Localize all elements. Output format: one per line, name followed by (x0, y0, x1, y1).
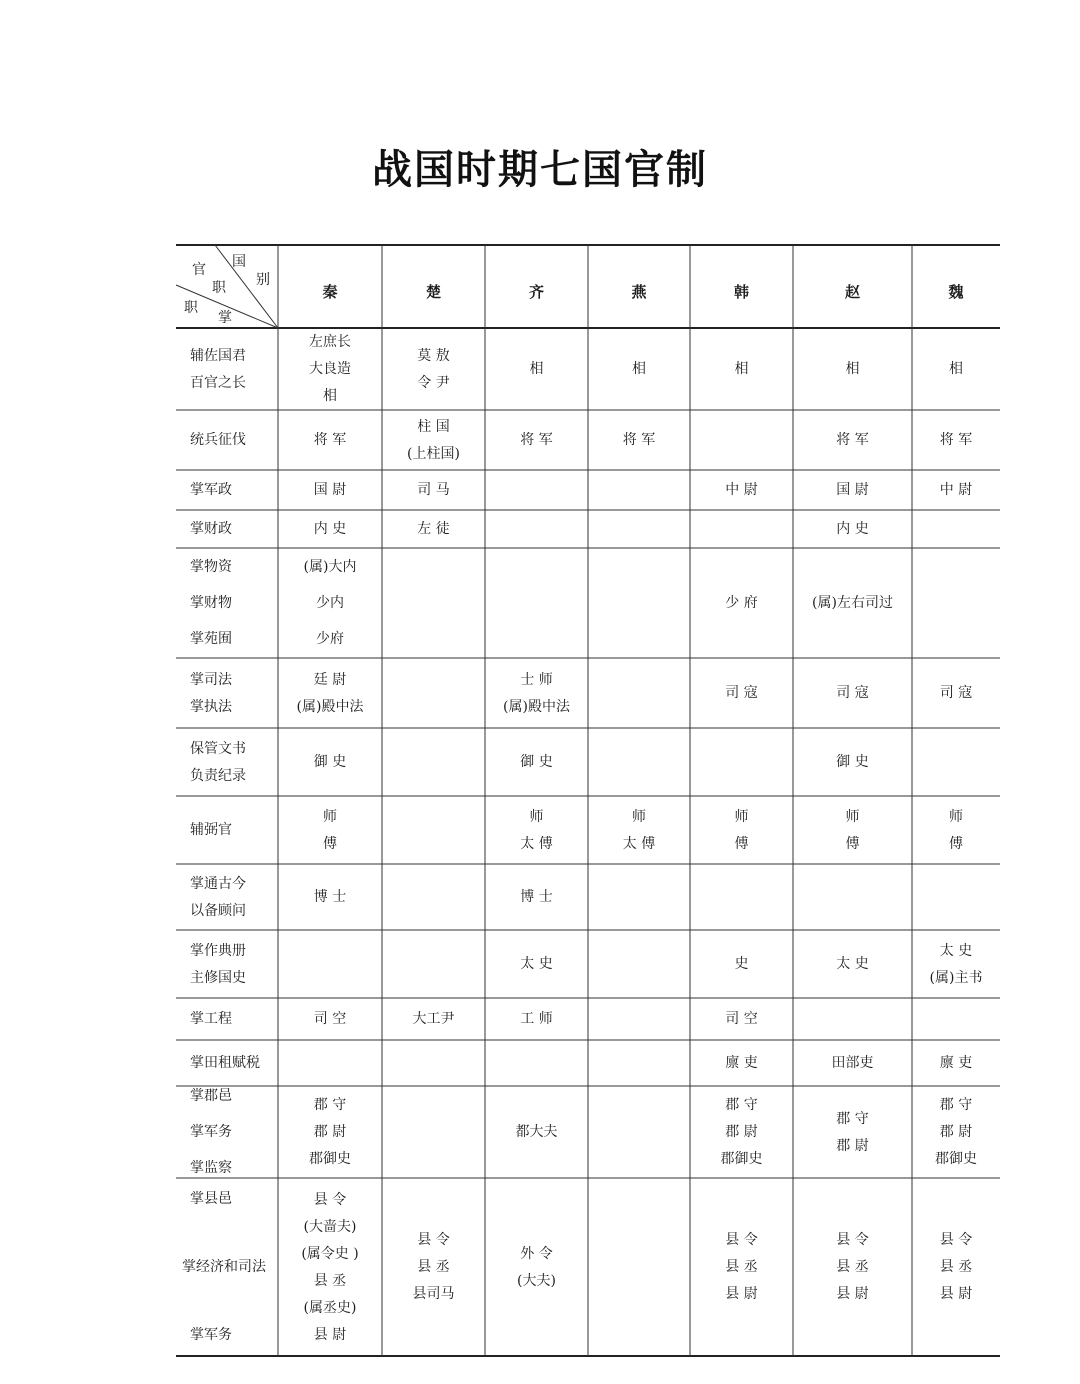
office-entry: 大工尹 (412, 1011, 455, 1027)
office-entry: 郡 尉 (939, 1124, 973, 1140)
state-header: 燕 (631, 283, 647, 301)
office-entry: 县 丞 (939, 1259, 973, 1275)
duty-label: 保管文书 (190, 740, 246, 757)
duty-label: 主修国史 (190, 969, 246, 986)
office-entry: 太 史 (520, 956, 553, 972)
office-entry: 傅 (845, 835, 860, 852)
office-entry: 外 令 (520, 1245, 553, 1262)
office-entry: 国 尉 (313, 482, 347, 498)
office-entry: 太 傅 (622, 835, 656, 852)
state-header: 秦 (322, 283, 338, 301)
office-entry: 县 丞 (313, 1272, 347, 1289)
office-entry: 县 尉 (939, 1286, 973, 1302)
office-entry: 相 (323, 388, 337, 404)
office-entry: (属令史 ) (301, 1245, 359, 1262)
state-header: 齐 (528, 283, 545, 301)
office-entry: 相 (734, 361, 749, 377)
office-entry: 县 尉 (313, 1326, 347, 1343)
office-entry: 傅 (949, 835, 963, 852)
office-entry: (属丞史) (303, 1299, 357, 1316)
office-entry: 莫 敖 (417, 347, 450, 364)
duty-label: 掌苑囿 (190, 631, 232, 647)
office-entry: 廪 吏 (725, 1055, 758, 1071)
office-entry: 县 丞 (417, 1259, 450, 1275)
office-entry: (属)主书 (929, 969, 983, 986)
office-entry: 司 空 (313, 1011, 347, 1027)
office-entry: 国 尉 (836, 482, 869, 498)
duty-label: 掌军政 (190, 482, 232, 498)
office-entry: 司 寇 (725, 685, 758, 701)
office-entry: 将 军 (836, 432, 869, 448)
office-entry: 内 史 (313, 521, 347, 537)
corner-label-distinction: 别 (256, 272, 270, 288)
state-header: 楚 (425, 283, 442, 301)
state-header: 魏 (948, 283, 964, 301)
office-entry: 县司马 (412, 1286, 455, 1302)
office-entry: 御 史 (520, 754, 553, 770)
office-entry: 田部吏 (831, 1055, 874, 1071)
duty-label: 掌物资 (190, 559, 232, 575)
office-entry: 工 师 (520, 1011, 553, 1027)
office-entry: 县 令 (313, 1191, 347, 1208)
office-entry: (属)殿中法 (503, 698, 570, 715)
duty-label: 负责纪录 (190, 767, 246, 784)
office-entry: 廪 吏 (939, 1055, 973, 1071)
office-entry: 中 尉 (939, 482, 973, 498)
office-entry: (大夫) (517, 1272, 556, 1289)
duty-label: 辅佐国君 (190, 347, 246, 364)
office-entry: (属)大内 (303, 559, 357, 575)
office-entry: 司 空 (725, 1011, 758, 1027)
office-entry: 将 军 (939, 432, 973, 448)
document-title: 战国时期七国官制 (372, 147, 708, 193)
office-entry: 郡 尉 (313, 1124, 347, 1140)
duty-label: 掌财政 (190, 521, 232, 537)
office-entry: 郡 守 (725, 1097, 758, 1113)
duty-label: 以备顾问 (190, 902, 246, 919)
office-entry: 郡 守 (939, 1097, 973, 1113)
office-entry: 太 傅 (520, 835, 553, 852)
office-entry: 相 (632, 361, 646, 377)
office-entry: 都大夫 (515, 1124, 558, 1140)
office-entry: 史 (734, 956, 749, 972)
state-header: 韩 (733, 283, 750, 301)
duty-label: 掌军务 (190, 1124, 232, 1140)
office-entry: 县 令 (417, 1232, 450, 1248)
office-entry: 将 军 (520, 432, 553, 448)
office-entry: 少 府 (725, 595, 758, 611)
duty-label: 百官之长 (190, 374, 246, 391)
corner-label-country: 国 (232, 254, 246, 270)
office-entry: 廷 尉 (313, 671, 347, 688)
office-entry: 郡 尉 (836, 1137, 869, 1154)
office-entry: 司 寇 (939, 685, 973, 701)
duty-label: 掌司法 (190, 671, 232, 688)
office-entry: 令 尹 (417, 374, 450, 391)
duty-label: 掌田租赋税 (190, 1055, 260, 1071)
office-entry: 县 令 (939, 1232, 973, 1248)
duty-label: 掌郡邑 (190, 1088, 232, 1104)
office-entry: 司 马 (417, 482, 450, 498)
office-entry: 柱 国 (417, 418, 450, 435)
office-entry: 相 (845, 361, 860, 377)
duty-label: 掌县邑 (190, 1191, 232, 1207)
office-entry: 师 (323, 808, 337, 825)
office-entry: 师 (845, 808, 860, 825)
duty-label: 掌执法 (190, 698, 232, 715)
duty-label: 掌财物 (190, 595, 232, 611)
office-entry: 县 令 (725, 1232, 758, 1248)
office-entry: 士 师 (520, 671, 553, 688)
office-entry: 相 (529, 361, 544, 377)
office-entry: 郡 守 (313, 1097, 347, 1113)
duty-label: 掌工程 (190, 1011, 232, 1027)
corner-label-official: 官 (192, 262, 206, 278)
office-entry: 博 士 (520, 889, 553, 905)
duty-label: 掌军务 (190, 1327, 232, 1343)
office-entry: (上柱国) (407, 445, 460, 462)
office-entry: 司 寇 (836, 685, 869, 701)
duty-label: 掌通古今 (190, 875, 246, 892)
office-entry: 将 军 (313, 432, 347, 448)
office-entry: 师 (949, 808, 963, 825)
office-entry: 左庶长 (309, 334, 351, 350)
corner-label-post: 职 (212, 280, 226, 296)
office-entry: 县 尉 (836, 1286, 869, 1302)
duty-label: 掌监察 (190, 1160, 232, 1176)
office-entry: 县 丞 (836, 1259, 869, 1275)
office-entry: 郡 尉 (725, 1124, 758, 1140)
office-entry: (属)殿中法 (296, 698, 364, 715)
office-entry: 太 史 (836, 956, 869, 972)
office-entry: 县 令 (836, 1232, 869, 1248)
duty-label: 辅弼官 (190, 822, 232, 838)
duty-label: 掌经济和司法 (182, 1259, 266, 1275)
office-entry: 将 军 (622, 432, 656, 448)
duty-label: 掌作典册 (190, 942, 246, 959)
office-entry: 师 (632, 808, 646, 825)
office-entry: 相 (949, 361, 963, 377)
office-entry: 中 尉 (725, 482, 758, 498)
office-entry: 郡御史 (935, 1151, 977, 1167)
office-entry: 少府 (316, 631, 344, 647)
office-entry: 左 徒 (417, 521, 450, 537)
office-entry: 少内 (316, 595, 344, 611)
office-entry: 傅 (734, 835, 749, 852)
office-entry: 大良造 (309, 361, 351, 377)
office-entry: 傅 (323, 835, 337, 852)
office-entry: 博 士 (313, 889, 347, 905)
office-entry: 内 史 (836, 521, 869, 537)
office-entry: 师 (529, 808, 544, 825)
office-entry: 郡御史 (720, 1151, 763, 1167)
office-entry: 郡御史 (309, 1151, 351, 1167)
office-entry: (大啬夫) (303, 1218, 357, 1235)
corner-label-duty: 职 (184, 300, 198, 316)
office-entry: 御 史 (836, 754, 869, 770)
office-entry: (属)左右司过 (812, 595, 893, 611)
office-entry: 县 丞 (725, 1259, 758, 1275)
office-entry: 师 (734, 808, 749, 825)
office-entry: 太 史 (939, 942, 973, 959)
corner-label-charge: 掌 (218, 310, 232, 326)
state-header: 赵 (844, 283, 861, 301)
office-entry: 御 史 (313, 754, 347, 770)
office-entry: 县 尉 (725, 1286, 758, 1302)
office-entry: 郡 守 (836, 1110, 869, 1127)
duty-label: 统兵征伐 (190, 432, 246, 448)
